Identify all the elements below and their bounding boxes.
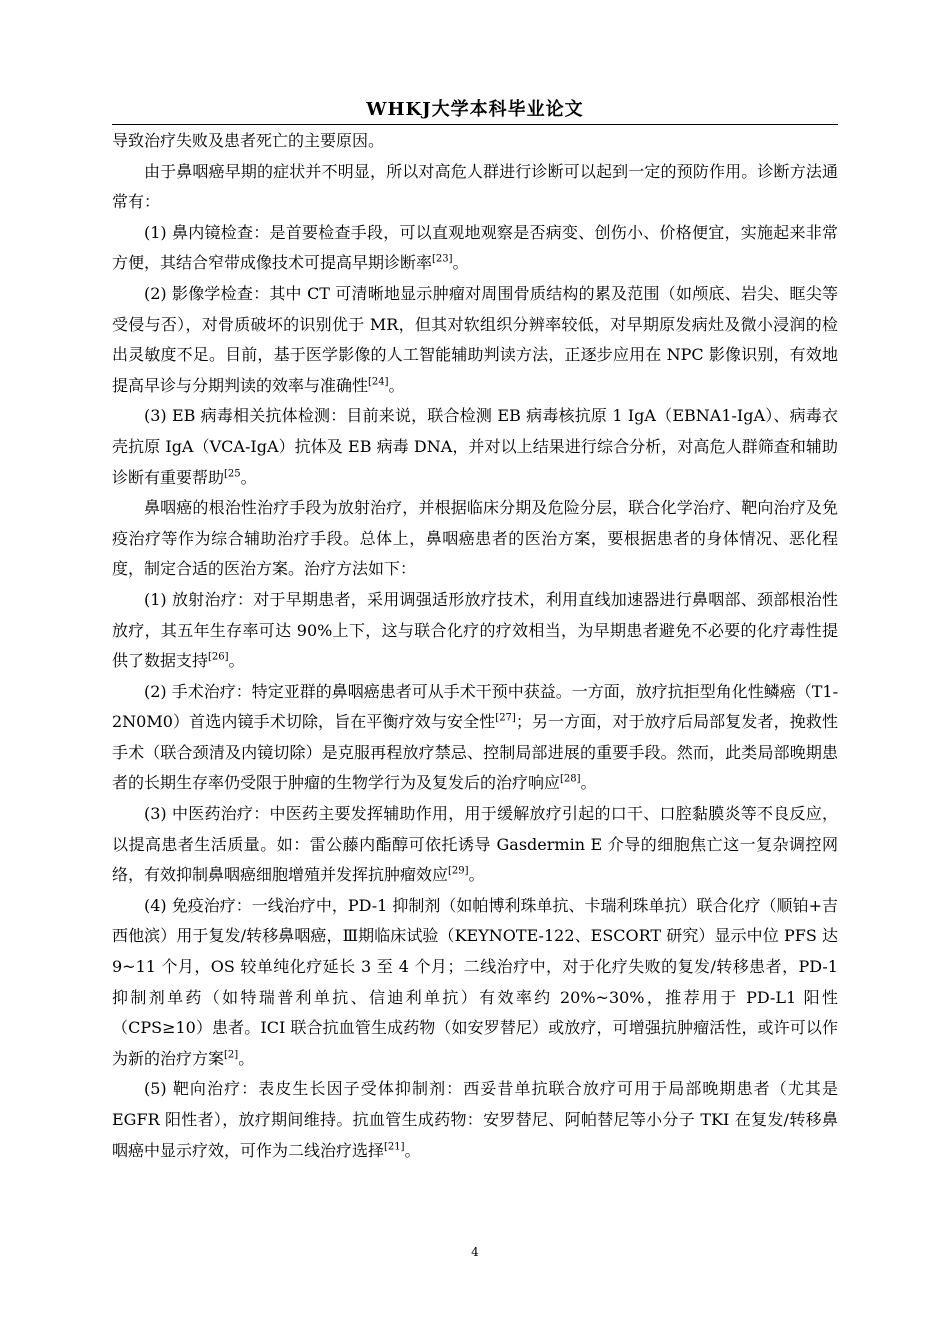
citation: [23]	[432, 254, 453, 266]
citation: [24]	[368, 376, 389, 388]
paragraph-6: 鼻咽癌的根治性治疗手段为放射治疗，并根据临床分期及危险分层，联合化学治疗、靶向治疗及免疫治疗等作为综合辅助治疗手段。总体上，鼻咽癌患者的医治方案，要根据患者的身体情况、恶化程度，制定合适的医治方案。治疗方法如下：	[112, 498, 838, 579]
paragraph-11: (5) 靶向治疗：表皮生长因子受体抑制剂：西妥昔单抗联合放疗可用于局部晚期患者（尤其是 EGFR 阳性者），放疗期间维持。抗血管生成药物：安罗替尼、阿帕替尼等小分子 TKI 在复发/转移鼻咽癌中显示疗效，可作为二线治疗选择[21]。	[112, 1079, 838, 1160]
paragraph-2: 由于鼻咽癌早期的症状并不明显，所以对高危人群进行诊断可以起到一定的预防作用。诊断方法通常有：	[112, 161, 838, 212]
citation: [28]	[560, 774, 581, 786]
paragraph-7: (1) 放射治疗：对于早期患者，采用调强适形放疗技术，利用直线加速器进行鼻咽部、颈部根治性放疗，其五年生存率可达 90%上下，这与联合化疗的疗效相当，为早期患者避免不必要的化疗毒性提供了数据支持[26]。	[112, 589, 838, 671]
paragraph-10: (4) 免疫治疗：一线治疗中，PD-1 抑制剂（如帕博利珠单抗、卡瑞利珠单抗）联合化疗（顺铂+吉西他滨）用于复发/转移鼻咽癌，Ⅲ期临床试验（KEYNOTE-122、ESCORT 研究）显示中位 PFS 达 9~11 个月，OS 较单纯化疗延长 3 至 4 个月；二线治疗中，对于化疗失败的复发/转移患者，PD-1 抑制剂单药（如特瑞普利单抗、信迪利单抗）有效率约 20%~30%，推荐用于 PD-L1 阳性（CPS≥10）患者。ICI 联合抗血管生成药物（如安罗替尼）或放疗，可增强抗肿瘤活性，或许可以作为新的治疗方案[2]。	[112, 895, 838, 1068]
page-header-title: WHKJ大学本科毕业论文	[366, 99, 584, 120]
paragraph-8: (2) 手术治疗：特定亚群的鼻咽癌患者可从手术干预中获益。一方面，放疗抗拒型角化性鳞癌（T1-2N0M0）首选内镜手术切除，旨在平衡疗效与安全性[27]；另一方面，对于放疗后局部复发者，挽救性手术（联合颈清及内镜切除）是克服再程放疗禁忌、控制局部进展的重要手段。然而，此类局部晚期患者的长期生存率仍受限于肿瘤的生物学行为及复发后的治疗响应[28]。	[112, 681, 839, 793]
paragraph-9: (3) 中医药治疗：中医药主要发挥辅助作用，用于缓解放疗引起的口干、口腔黏膜炎等不良反应，以提高患者生活质量。如：雷公藤内酯醇可依托诱导 Gasdermin E 介导的细胞焦亡这一复杂调控网络，有效抑制鼻咽癌细胞增殖并发挥抗肿瘤效应[29]。	[112, 804, 838, 885]
paragraph-4: (2) 影像学检查：其中 CT 可清晰地显示肿瘤对周围骨质结构的累及范围（如颅底、岩尖、眶尖等受侵与否），对骨质破坏的识别优于 MR，但其对软组织分辨率较低，对早期原发病灶及微小浸润的检出灵敏度不足。目前，基于医学影像的人工智能辅助判读方法，正逐步应用在 NPC 影像识别，有效地提高早诊与分期判读的效率与准确性[24]。	[112, 283, 838, 395]
body-text	[112, 126, 838, 1166]
page-number: 4	[471, 1245, 479, 1259]
citation: [25	[224, 468, 241, 480]
citation: [2]	[224, 1049, 239, 1061]
citation: [21]	[384, 1141, 405, 1153]
citation: [26]	[208, 651, 229, 663]
paragraph-5: (3) EB 病毒相关抗体检测：目前来说，联合检测 EB 病毒核抗原 1 IgA（EBNA1-IgA）、病毒衣壳抗原 IgA（VCA-IgA）抗体及 EB 病毒 DNA，并对以上结果进行综合分析，对高危人群筛查和辅助诊断有重要帮助$^{[25}$。	[112, 406, 838, 487]
header-rule	[112, 124, 838, 125]
paragraph-3: (1) 鼻内镜检查：是首要检查手段，可以直观地观察是否病变、创伤小、价格便宜，实施起来非常方便，其结合窄带成像技术可提高早期诊断率[23]。	[112, 222, 838, 273]
paragraph-1: 导致治疗失败及患者死亡的主要原因。	[112, 131, 385, 150]
citation: [27]	[495, 712, 516, 724]
citation: [29]	[448, 865, 469, 877]
